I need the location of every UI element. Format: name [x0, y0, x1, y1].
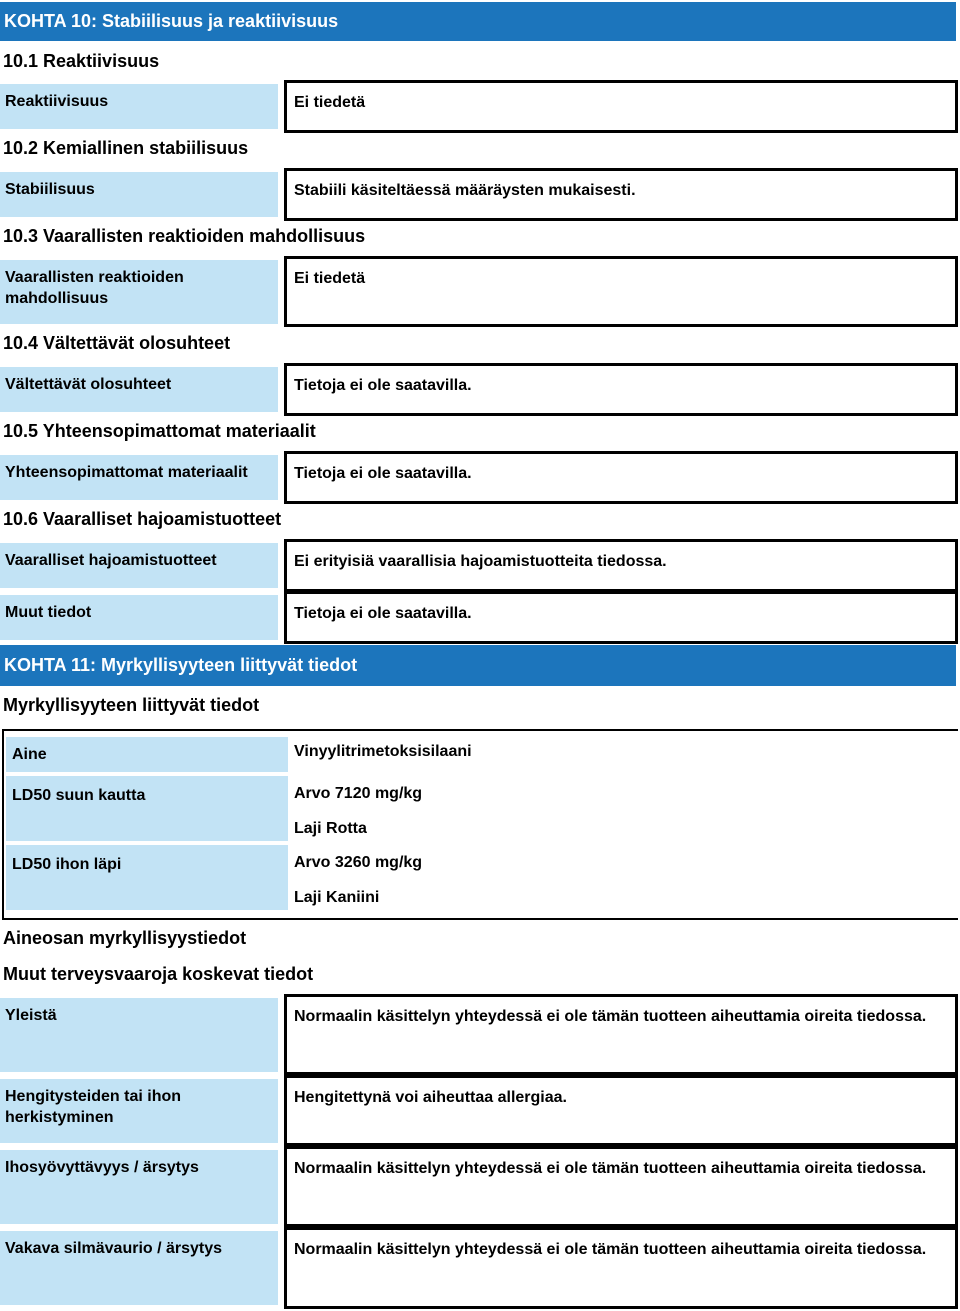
species-ld50-dermal: Laji Kaniini — [294, 889, 380, 906]
value-conditions-to-avoid: Tietoja ei ole saatavilla. — [284, 363, 958, 416]
label-substance: Aine — [6, 737, 288, 772]
label-sensitization: Hengitysteiden tai ihon herkistyminen — [0, 1079, 278, 1143]
value-sensitization: Hengitettynä voi aiheuttaa allergiaa. — [284, 1075, 958, 1146]
value-ld50-oral: Arvo 7120 mg/kg — [294, 785, 423, 802]
label-other-info: Muut tiedot — [0, 595, 278, 640]
label-incompatible-materials: Yhteensopimattomat materiaalit — [0, 455, 278, 500]
heading-10-1: 10.1 Reaktiivisuus — [3, 51, 160, 71]
section-10-title: KOHTA 10: Stabiilisuus ja reaktiivisuus — [0, 2, 956, 41]
heading-other-health-hazards: Muut terveysvaaroja koskevat tiedot — [3, 964, 314, 984]
label-skin-irritation: Ihosyövyttävyys / ärsytys — [0, 1150, 278, 1224]
heading-10-5: 10.5 Yhteensopimattomat materiaalit — [3, 421, 316, 441]
label-general: Yleistä — [0, 998, 278, 1072]
value-reactivity: Ei tiedetä — [284, 80, 958, 133]
value-other-info: Tietoja ei ole saatavilla. — [284, 591, 958, 644]
label-conditions-to-avoid: Vältettävät olosuhteet — [0, 367, 278, 412]
heading-component-toxicity: Aineosan myrkyllisyystiedot — [3, 928, 247, 948]
section-11-title: KOHTA 11: Myrkyllisyyteen liittyvät tiedot — [0, 645, 956, 686]
heading-10-4: 10.4 Vältettävät olosuhteet — [3, 333, 231, 353]
value-decomposition-products: Ei erityisiä vaarallisia hajoamistuotteita tiedossa. — [284, 539, 958, 592]
value-substance: Vinyylitrimetoksisilaani — [294, 743, 472, 760]
value-eye-damage: Normaalin käsittelyn yhteydessä ei ole tämän tuotteen aiheuttamia oireita tiedossa. — [284, 1227, 958, 1309]
heading-10-6: 10.6 Vaaralliset hajoamistuotteet — [3, 509, 282, 529]
label-eye-damage: Vakava silmävaurio / ärsytys — [0, 1231, 278, 1305]
species-ld50-oral: Laji Rotta — [294, 820, 367, 837]
label-ld50-oral: LD50 suun kautta — [6, 776, 288, 841]
value-stability: Stabiili käsiteltäessä määräysten mukaisesti. — [284, 168, 958, 221]
value-skin-irritation: Normaalin käsittelyn yhteydessä ei ole tämän tuotteen aiheuttamia oireita tiedossa. — [284, 1146, 958, 1227]
value-general: Normaalin käsittelyn yhteydessä ei ole tämän tuotteen aiheuttamia oireita tiedossa. — [284, 994, 958, 1075]
label-decomposition-products: Vaaralliset hajoamistuotteet — [0, 543, 278, 588]
value-hazardous-reactions: Ei tiedetä — [284, 256, 958, 327]
label-stability: Stabiilisuus — [0, 172, 278, 217]
value-incompatible-materials: Tietoja ei ole saatavilla. — [284, 451, 958, 504]
value-ld50-dermal: Arvo 3260 mg/kg — [294, 854, 423, 871]
heading-toxicity-info: Myrkyllisyyteen liittyvät tiedot — [3, 695, 260, 715]
label-hazardous-reactions: Vaarallisten reaktioiden mahdollisuus — [0, 260, 278, 324]
heading-10-3: 10.3 Vaarallisten reaktioiden mahdollisuus — [3, 226, 366, 246]
label-ld50-dermal: LD50 ihon läpi — [6, 845, 288, 910]
heading-10-2: 10.2 Kemiallinen stabiilisuus — [3, 138, 249, 158]
label-reactivity: Reaktiivisuus — [0, 84, 278, 129]
